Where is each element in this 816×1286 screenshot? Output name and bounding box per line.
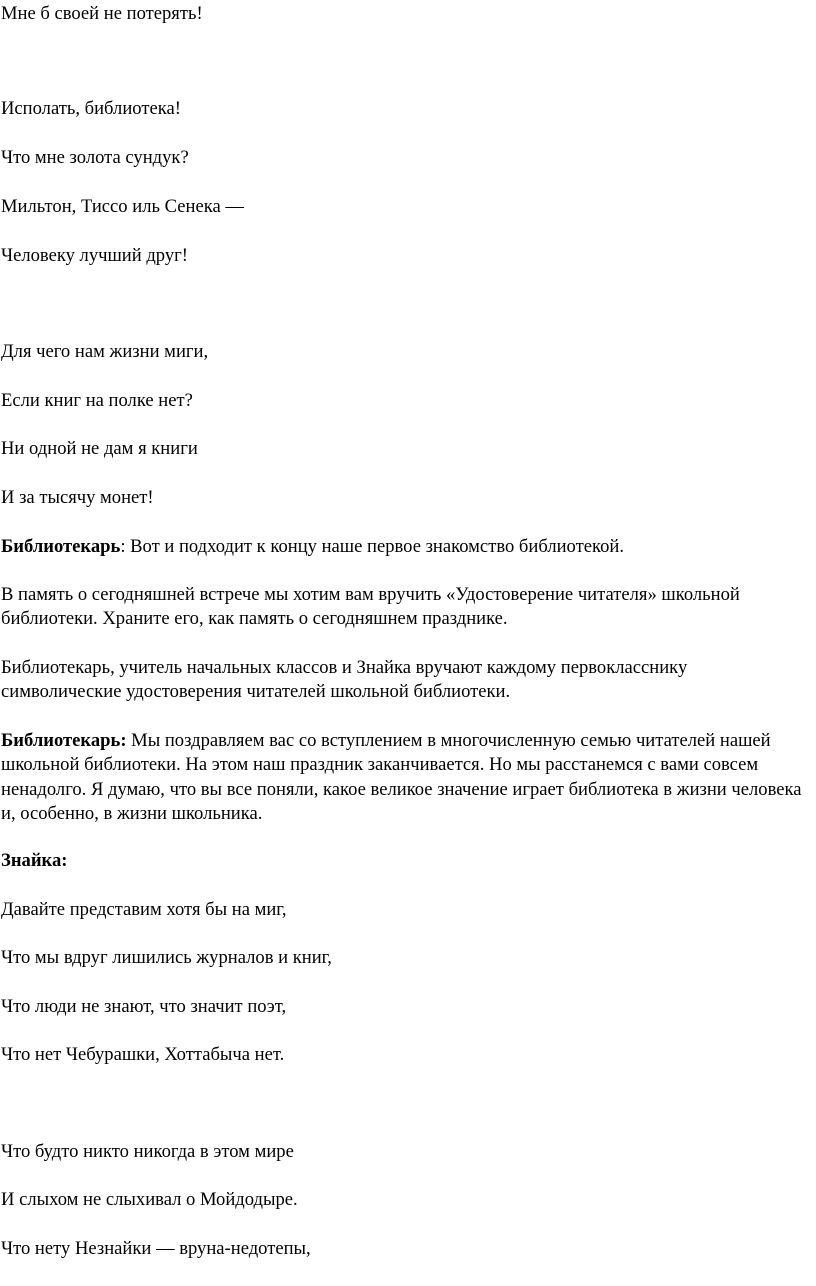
poem-line: Исполать, библиотека! [1, 98, 181, 119]
paragraph-text: Мы поздравляем вас со вступлением в многочисленную семью читателей нашей школьной библиотеки. На этом наш праздник заканчивается. Но мы расстанемся с вами совсем ненадолго. Я думаю, что вы все поняли, какое великое значение играет библиотека в жизни человека и, особенно, в жизни школьника. [1, 730, 802, 824]
speaker-label: Знайка: [1, 850, 68, 871]
paragraph-text: : Вот и подходит к концу наше первое знакомство библиотекой. [120, 536, 624, 557]
poem-line: Для чего нам жизни миги, [1, 341, 209, 362]
poem-line: Что будто никто никогда в этом мире [1, 1141, 294, 1162]
poem-line: Что мы вдруг лишились журналов и книг, [1, 947, 332, 968]
poem-line: Что нету Незнайки — вруна-недотепы, [1, 1238, 311, 1259]
poem-line: Если книг на полке нет? [1, 390, 193, 411]
speaker-label: Библиотекарь [1, 536, 121, 557]
speaker-label: Библиотекарь: [1, 730, 127, 751]
poem-line: Что нет Чебурашки, Хоттабыча нет. [1, 1044, 285, 1065]
paragraph-stage-direction: Библиотекарь, учитель начальных классов и Знайка вручают каждому первокласснику символические удостоверения читателей школьной библиотеки. [1, 657, 688, 703]
paragraph-librarian-1 [1, 535, 624, 559]
poem-line: Что мне золота сундук? [1, 147, 189, 168]
poem-line: Давайте представим хотя бы на миг, [1, 899, 287, 920]
poem-line: Ни одной не дам я книги [1, 438, 198, 459]
poem-line: И слыхом не слыхивал о Мойдодыре. [1, 1189, 298, 1210]
poem-line: Что люди не знают, что значит поэт, [1, 996, 287, 1017]
poem-line: Человеку лучший друг! [1, 245, 188, 266]
poem-line: Мильтон, Тиссо иль Сенека — [1, 196, 244, 217]
paragraph-certificate: В память о сегодняшней встрече мы хотим вам вручить «Удостоверение читателя» школьной библиотеки. Храните его, как память о сегодняшнем празднике. [1, 584, 740, 630]
paragraph-librarian-2 [1, 729, 806, 826]
poem-line: И за тысячу монет! [1, 487, 154, 508]
poem-line: Мне б своей не потерять! [1, 3, 203, 24]
